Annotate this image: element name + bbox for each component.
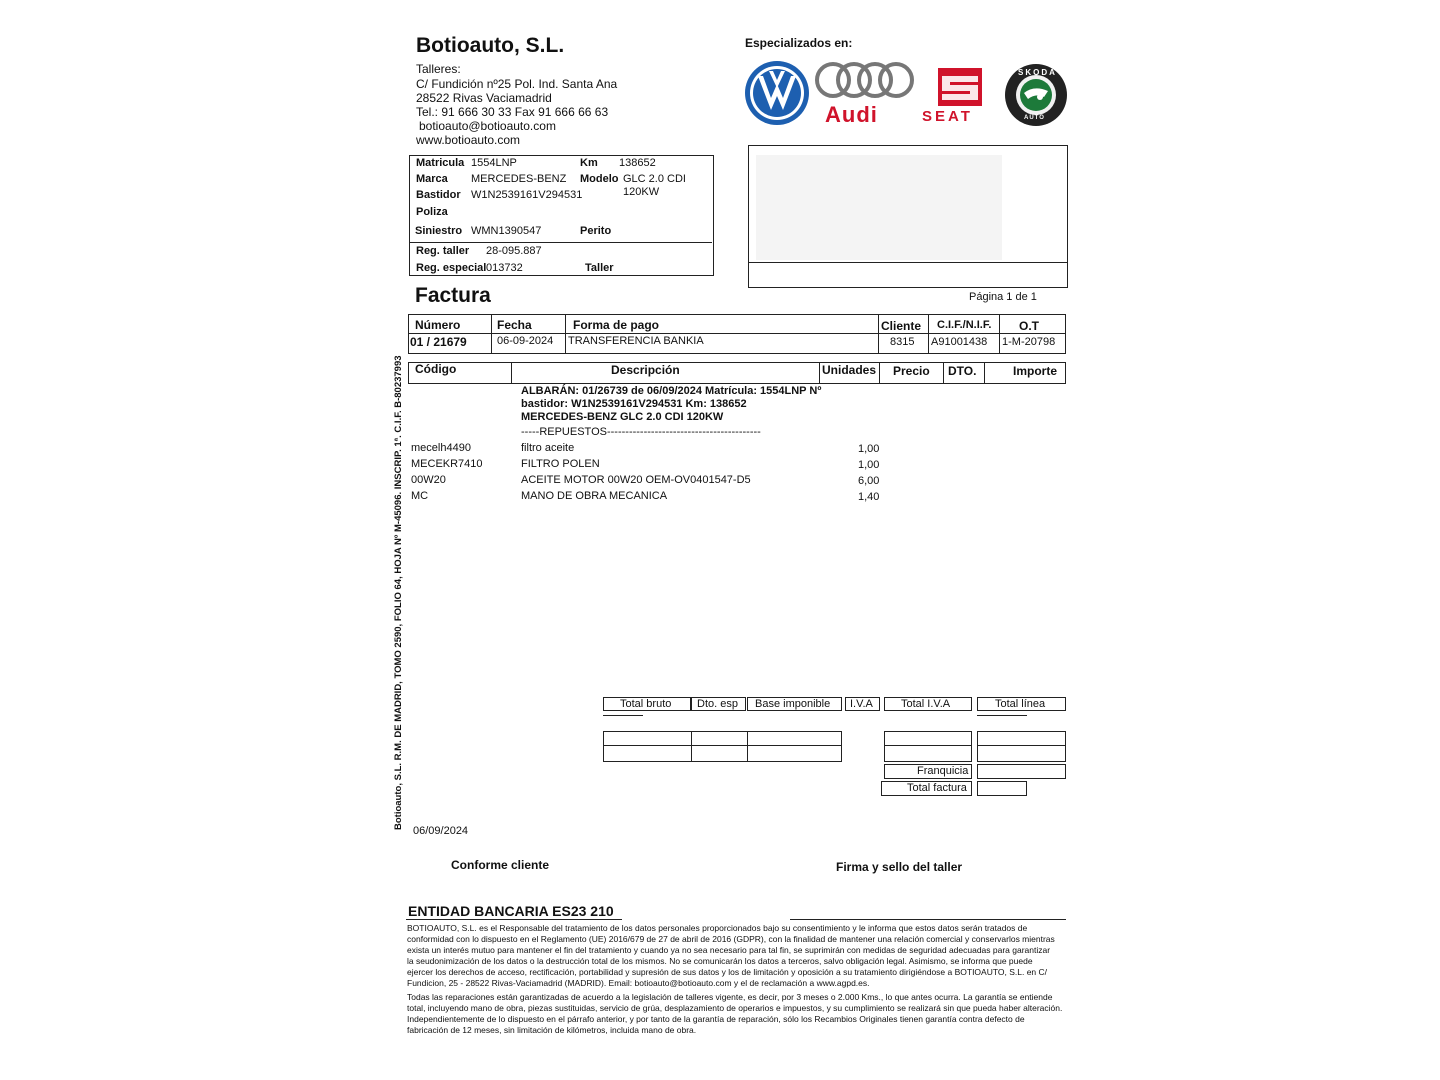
albaran-line-3: MERCEDES-BENZ GLC 2.0 CDI 120KW (521, 411, 724, 423)
company-address1: C/ Fundición nº25 Pol. Ind. Santa Ana (416, 77, 618, 91)
item-code: MC (411, 490, 429, 502)
seat-logo (920, 66, 1000, 128)
invoice-date: 06-09-2024 (497, 335, 554, 347)
payment-method: TRANSFERENCIA BANKIA (568, 335, 704, 347)
company-email: botioauto@botioauto.com (419, 119, 556, 133)
bastidor-value: W1N2539161V294531 (471, 189, 583, 201)
volkswagen-logo (744, 60, 810, 126)
audi-wordmark: Audi (825, 102, 878, 127)
item-code: 00W20 (411, 474, 446, 486)
item-code: mecelh4490 (411, 442, 471, 454)
km-label: Km (580, 157, 598, 169)
total-iva-value-box (884, 731, 972, 762)
client-number: 8315 (890, 336, 915, 348)
repuestos-separator: -----REPUESTOS------------------------------------------ (521, 426, 761, 438)
dto-esp-label: Dto. esp (697, 698, 738, 710)
skoda-wordmark: SKODA (1018, 68, 1057, 77)
company-phone: Tel.: 91 666 30 33 Fax 91 666 66 63 (416, 105, 609, 119)
company-name: Botioauto, S.L. (416, 34, 565, 57)
item-description: FILTRO POLEN (521, 458, 600, 470)
col-descripcion: Descripción (611, 363, 680, 377)
header-numero: Número (415, 318, 461, 332)
franquicia-label: Franquicia (917, 765, 969, 777)
item-units: 6,00 (858, 475, 880, 487)
marca-label: Marca (416, 173, 448, 185)
col-importe: Importe (1013, 364, 1058, 378)
taller-label: Taller (585, 262, 614, 274)
header-cliente: Cliente (881, 319, 922, 333)
reg-taller-value: 28-095.887 (486, 245, 542, 257)
col-dto: DTO. (948, 364, 977, 378)
km-value: 138652 (619, 157, 656, 169)
firma-taller: Firma y sello del taller (836, 860, 963, 874)
bank-entity: ENTIDAD BANCARIA ES23 210 (408, 903, 614, 919)
albaran-line-2: bastidor: W1N2539161V294531 Km: 138652 (521, 398, 747, 410)
order-number: 1-M-20798 (1002, 336, 1056, 348)
total-factura-label: Total factura (907, 782, 967, 794)
audi-logo (813, 60, 917, 130)
header-forma-pago: Forma de pago (573, 318, 660, 332)
poliza-label: Poliza (416, 206, 448, 218)
franquicia-value-box (977, 764, 1066, 779)
item-units: 1,00 (858, 459, 880, 471)
talleres-label: Talleres: (416, 62, 461, 76)
header-fecha: Fecha (497, 318, 532, 332)
redacted-area (756, 155, 1002, 260)
reg-especial-value: 013732 (486, 262, 523, 274)
page-indicator: Página 1 de 1 (969, 291, 1037, 303)
modelo-value-1: GLC 2.0 CDI (623, 173, 686, 185)
totals-value-grid (603, 731, 842, 762)
seat-wordmark: SEAT (922, 108, 973, 125)
modelo-label: Modelo (580, 173, 619, 185)
total-iva-label: Total I.V.A (901, 698, 951, 710)
total-linea-label: Total línea (995, 698, 1046, 710)
registry-info: Botioauto, S.L. R.M. DE MADRID, TOMO 2590, FOLIO 64, HOJA Nº M-45096. INSCRIP. 1ª. C.I.F. B-80237993 (393, 355, 404, 830)
siniestro-label: Siniestro (415, 225, 463, 237)
reg-taller-label: Reg. taller (416, 245, 470, 257)
albaran-line-1: ALBARÁN: 01/26739 de 06/09/2024 Matrícula: 1554LNP Nº (521, 385, 822, 397)
siniestro-value: WMN1390547 (471, 225, 542, 237)
modelo-value-2: 120KW (623, 186, 660, 198)
skoda-auto-wordmark: AUTO (1024, 115, 1045, 121)
warranty-notice: Todas las reparaciones están garantizadas de acuerdo a la legislación de talleres vigente, es decir, por 3 meses o 2.000 Kms., lo que antes ocurra. La garantía se entiende total, incluyendo mano de obra, piezas sustituidas, servicio de grúa, desplazamiento de operarios e impuestos, y su cumplimiento se realizará sin que pueda haber alteración. Independientemente de lo dispuesto en el párrafo anterior, y por tanto de la garantía de reparación, sólo los Recambios Originales tienen garantía contra defecto de fabricación de 12 meses, sin limitación de kilómetros, incluida mano de obra. (407, 992, 1063, 1035)
total-linea-value-box (977, 731, 1066, 762)
specialized-label: Especializados en: (745, 36, 853, 50)
col-precio: Precio (893, 364, 930, 378)
footer-date: 06/09/2024 (413, 825, 469, 837)
matricula-label: Matricula (416, 157, 465, 169)
matricula-value: 1554LNP (471, 157, 517, 169)
header-cif: C.I.F./N.I.F. (937, 319, 992, 331)
total-factura-value-box (977, 781, 1027, 796)
col-codigo: Código (415, 362, 457, 376)
item-code: MECEKR7410 (411, 458, 483, 470)
invoice-number: 01 / 21679 (410, 335, 467, 349)
bastidor-label: Bastidor (416, 189, 461, 201)
company-address2: 28522 Rivas Vaciamadrid (416, 91, 552, 105)
perito-label: Perito (580, 225, 612, 237)
conforme-cliente: Conforme cliente (451, 858, 550, 872)
total-bruto-label: Total bruto (620, 698, 672, 710)
base-imponible-label: Base imponible (755, 698, 831, 710)
marca-value: MERCEDES-BENZ (471, 173, 567, 185)
item-units: 1,00 (858, 443, 880, 455)
header-ot: O.T (1019, 319, 1039, 333)
col-unidades: Unidades (822, 363, 877, 377)
item-description: ACEITE MOTOR 00W20 OEM-OV0401547-D5 (521, 474, 751, 486)
skoda-logo (1004, 63, 1068, 127)
reg-especial-label: Reg. especial (416, 262, 487, 274)
iva-label: I.V.A (850, 698, 873, 710)
item-description: filtro aceite (521, 442, 575, 454)
privacy-notice: BOTIOAUTO, S.L. es el Responsable del tratamiento de los datos personales proporcionados bajo su consentimiento y le informa que estos datos serán tratados de conformidad con lo dispuesto en el Reglamento (UE) 2016/679 de 27 de abril de 2016 (GDPR), con la finalidad de mantener una relación comercial y conservarlos mientras exista un interés mutuo para mantener el fin del tratamiento y cuando ya no sea necesario para tal fin, se suprimirán con medidas de seguridad adecuadas para garantizar la seudonimización de los datos o la destrucción total de los mismos. No se comunicarán los datos a terceros, salvo obligación legal. Asimismo, se informa que puede ejercer los derechos de acceso, rectificación, portabilidad y supresión de sus datos y los de limitación y oposición a su tratamiento dirigiéndose a BOTIOAUTO, S.L. en C/ Fundicion, 25 - 28522 Rivas-Vaciamadrid (MADRID). Email: botioauto@botioauto.com y el de reclamación a www.agpd.es. (407, 923, 1055, 988)
item-description: MANO DE OBRA MECANICA (521, 490, 668, 502)
invoice-title: Factura (415, 284, 491, 307)
company-web: www.botioauto.com (416, 133, 521, 147)
client-cif: A91001438 (931, 336, 988, 348)
item-units: 1,40 (858, 491, 880, 503)
